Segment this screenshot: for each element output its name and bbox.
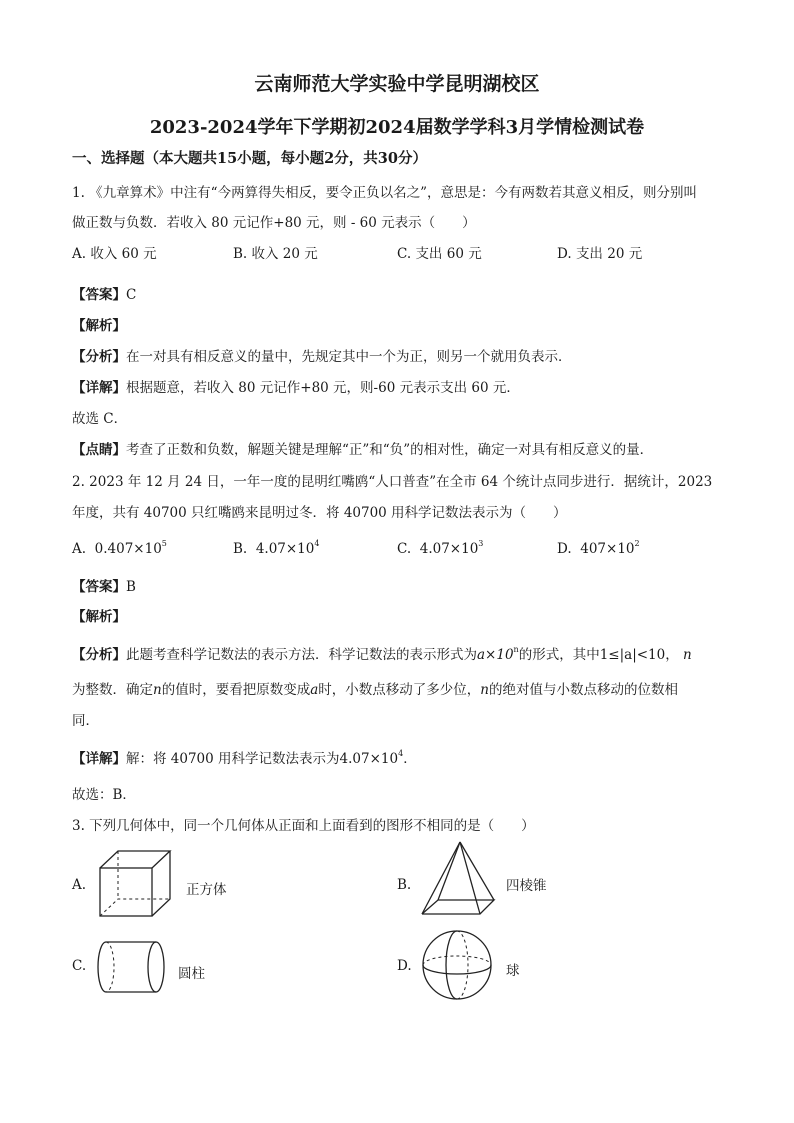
option-letter: B. (233, 541, 248, 557)
option-letter: D. (557, 541, 572, 557)
q2-detail (72, 750, 417, 768)
fenxi-range: 1≤|a|<10 (599, 647, 666, 663)
pyramid-label: 四棱锥 (506, 878, 547, 894)
q2-jiexi (72, 608, 126, 626)
option-letter: C. (397, 246, 412, 262)
xiangjie-exp: 4 (398, 749, 404, 758)
xiangjie-text: 根据题意，若收入 80 元记作+80 元，则-60 元表示支出 60 元． (126, 380, 520, 396)
option-letter: C. (397, 541, 412, 557)
fenxi-text: 的值时，要看把原数变成 (161, 682, 311, 698)
answer-value: C (126, 287, 137, 303)
q1-option-b (233, 245, 318, 263)
q2-line1: 2. 2023 年 12 月 24 日，一年一度的昆明红嘴鸥“人口普查”在全市 64 个统计点同步进行．据统计，2023 (72, 474, 713, 490)
option-math: 407×10 (580, 541, 635, 557)
fenxi-text: 的绝对值与小数点移动的位数相 (488, 682, 678, 698)
q2-analysis-line1 (72, 646, 692, 664)
q1-choice: 故选 C． (72, 411, 128, 427)
fenxi-formula-exp: n (513, 645, 519, 654)
q1-answer (72, 286, 136, 304)
dianjing-text: 考查了正数和负数，解题关键是理解“正”和“负”的相对性，确定一对具有相反意义的量． (126, 442, 654, 458)
fenxi-text: ， (665, 647, 679, 663)
option-text: 支出 60 元 (415, 246, 482, 262)
fenxi-tag: 【分析】 (72, 349, 126, 365)
answer-value: B (126, 579, 136, 595)
cube-figure (96, 848, 176, 920)
answer-tag: 【答案】 (72, 579, 126, 595)
fenxi-formula: a×10 (477, 647, 514, 663)
fenxi-var: n (683, 647, 692, 663)
school-title: 云南师范大学实验中学昆明湖校区 (254, 73, 540, 95)
q2-option-b (233, 540, 319, 558)
q2-option-d (557, 540, 640, 558)
option-letter: D. (557, 246, 572, 262)
fenxi-text: 为整数．确定 (72, 682, 153, 698)
option-letter: A. (72, 246, 87, 262)
sphere-label: 球 (506, 963, 520, 979)
option-text: 支出 20 元 (575, 246, 643, 262)
cylinder-label: 圆柱 (178, 966, 205, 982)
xiangjie-math: 4.07×10 (339, 751, 399, 767)
option-text: 收入 60 元 (90, 246, 157, 262)
option-exp: 4 (314, 539, 320, 548)
fenxi-tag: 【分析】 (72, 647, 126, 663)
q3-line1: 3. 下列几何体中，同一个几何体从正面和上面看到的图形不相同的是（ ） (72, 818, 535, 834)
option-text: 收入 20 元 (251, 246, 318, 262)
q3-option-c-letter: C. (72, 958, 87, 974)
answer-tag: 【答案】 (72, 287, 126, 303)
q3-option-a-letter: A. (72, 877, 87, 893)
fenxi-var: n (153, 682, 162, 698)
xiangjie-tag: 【详解】 (72, 751, 126, 767)
cube-label: 正方体 (186, 882, 227, 898)
xiangjie-text: 解：将 40700 用科学记数法表示为 (126, 751, 340, 767)
q1-line2: 做正数与负数．若收入 80 元记作+80 元，则 - 60 元表示（ ） (72, 215, 476, 231)
fenxi-text: 时，小数点移动了多少位， (318, 682, 481, 698)
pyramid-figure (418, 840, 498, 920)
q1-option-a (72, 245, 157, 263)
section-heading: 一、选择题（本大题共15小题，每小题2分，共30分） (72, 150, 427, 167)
option-letter: B. (233, 246, 248, 262)
option-exp: 3 (478, 539, 484, 548)
fenxi-var: a (310, 682, 319, 698)
q2-analysis-line3: 同． (72, 713, 99, 729)
q1-option-d (557, 245, 642, 263)
fenxi-text: 此题考查科学记数法的表示方法．科学记数法的表示形式为 (126, 647, 477, 663)
jiexi-tag: 【解析】 (72, 609, 126, 625)
q1-option-c (397, 245, 482, 263)
fenxi-var: n (480, 682, 489, 698)
option-letter: A. (72, 541, 87, 557)
q1-comment (72, 441, 653, 459)
option-math: 4.07×10 (255, 541, 315, 557)
option-math: 4.07×10 (419, 541, 479, 557)
q1-analysis (72, 348, 572, 366)
fenxi-text: 的形式，其中 (518, 647, 600, 663)
q3-option-b-letter: B. (397, 877, 412, 893)
q1-line1: 1. 《九章算术》中注有“今两算得失相反，要令正负以名之”，意思是：今有两数若其意义相反，则分别叫 (72, 185, 697, 201)
sphere-figure (420, 928, 494, 1002)
xiangjie-text: ． (403, 751, 417, 767)
dianjing-tag: 【点睛】 (72, 442, 126, 458)
q2-analysis-line2 (72, 681, 678, 699)
q2-option-c (397, 540, 483, 558)
option-exp: 5 (161, 539, 167, 548)
jiexi-tag: 【解析】 (72, 318, 126, 334)
xiangjie-tag: 【详解】 (72, 380, 126, 396)
q1-detail (72, 379, 520, 397)
option-exp: 2 (634, 539, 640, 548)
q1-jiexi (72, 317, 126, 335)
option-math: 0.407×10 (94, 541, 162, 557)
cylinder-figure (94, 938, 170, 996)
fenxi-text: 在一对具有相反意义的量中，先规定其中一个为正，则另一个就用负表示． (126, 349, 572, 365)
q2-choice: 故选：B． (72, 787, 136, 803)
q3-option-d-letter: D. (397, 958, 412, 974)
q2-line2: 年度，共有 40700 只红嘴鸥来昆明过冬．将 40700 用科学记数法表示为（ ） (72, 505, 567, 521)
exam-title: 2023-2024学年下学期初2024届数学学科3月学情检测试卷 (149, 117, 645, 138)
q2-answer (72, 578, 136, 596)
q2-option-a (72, 540, 167, 558)
